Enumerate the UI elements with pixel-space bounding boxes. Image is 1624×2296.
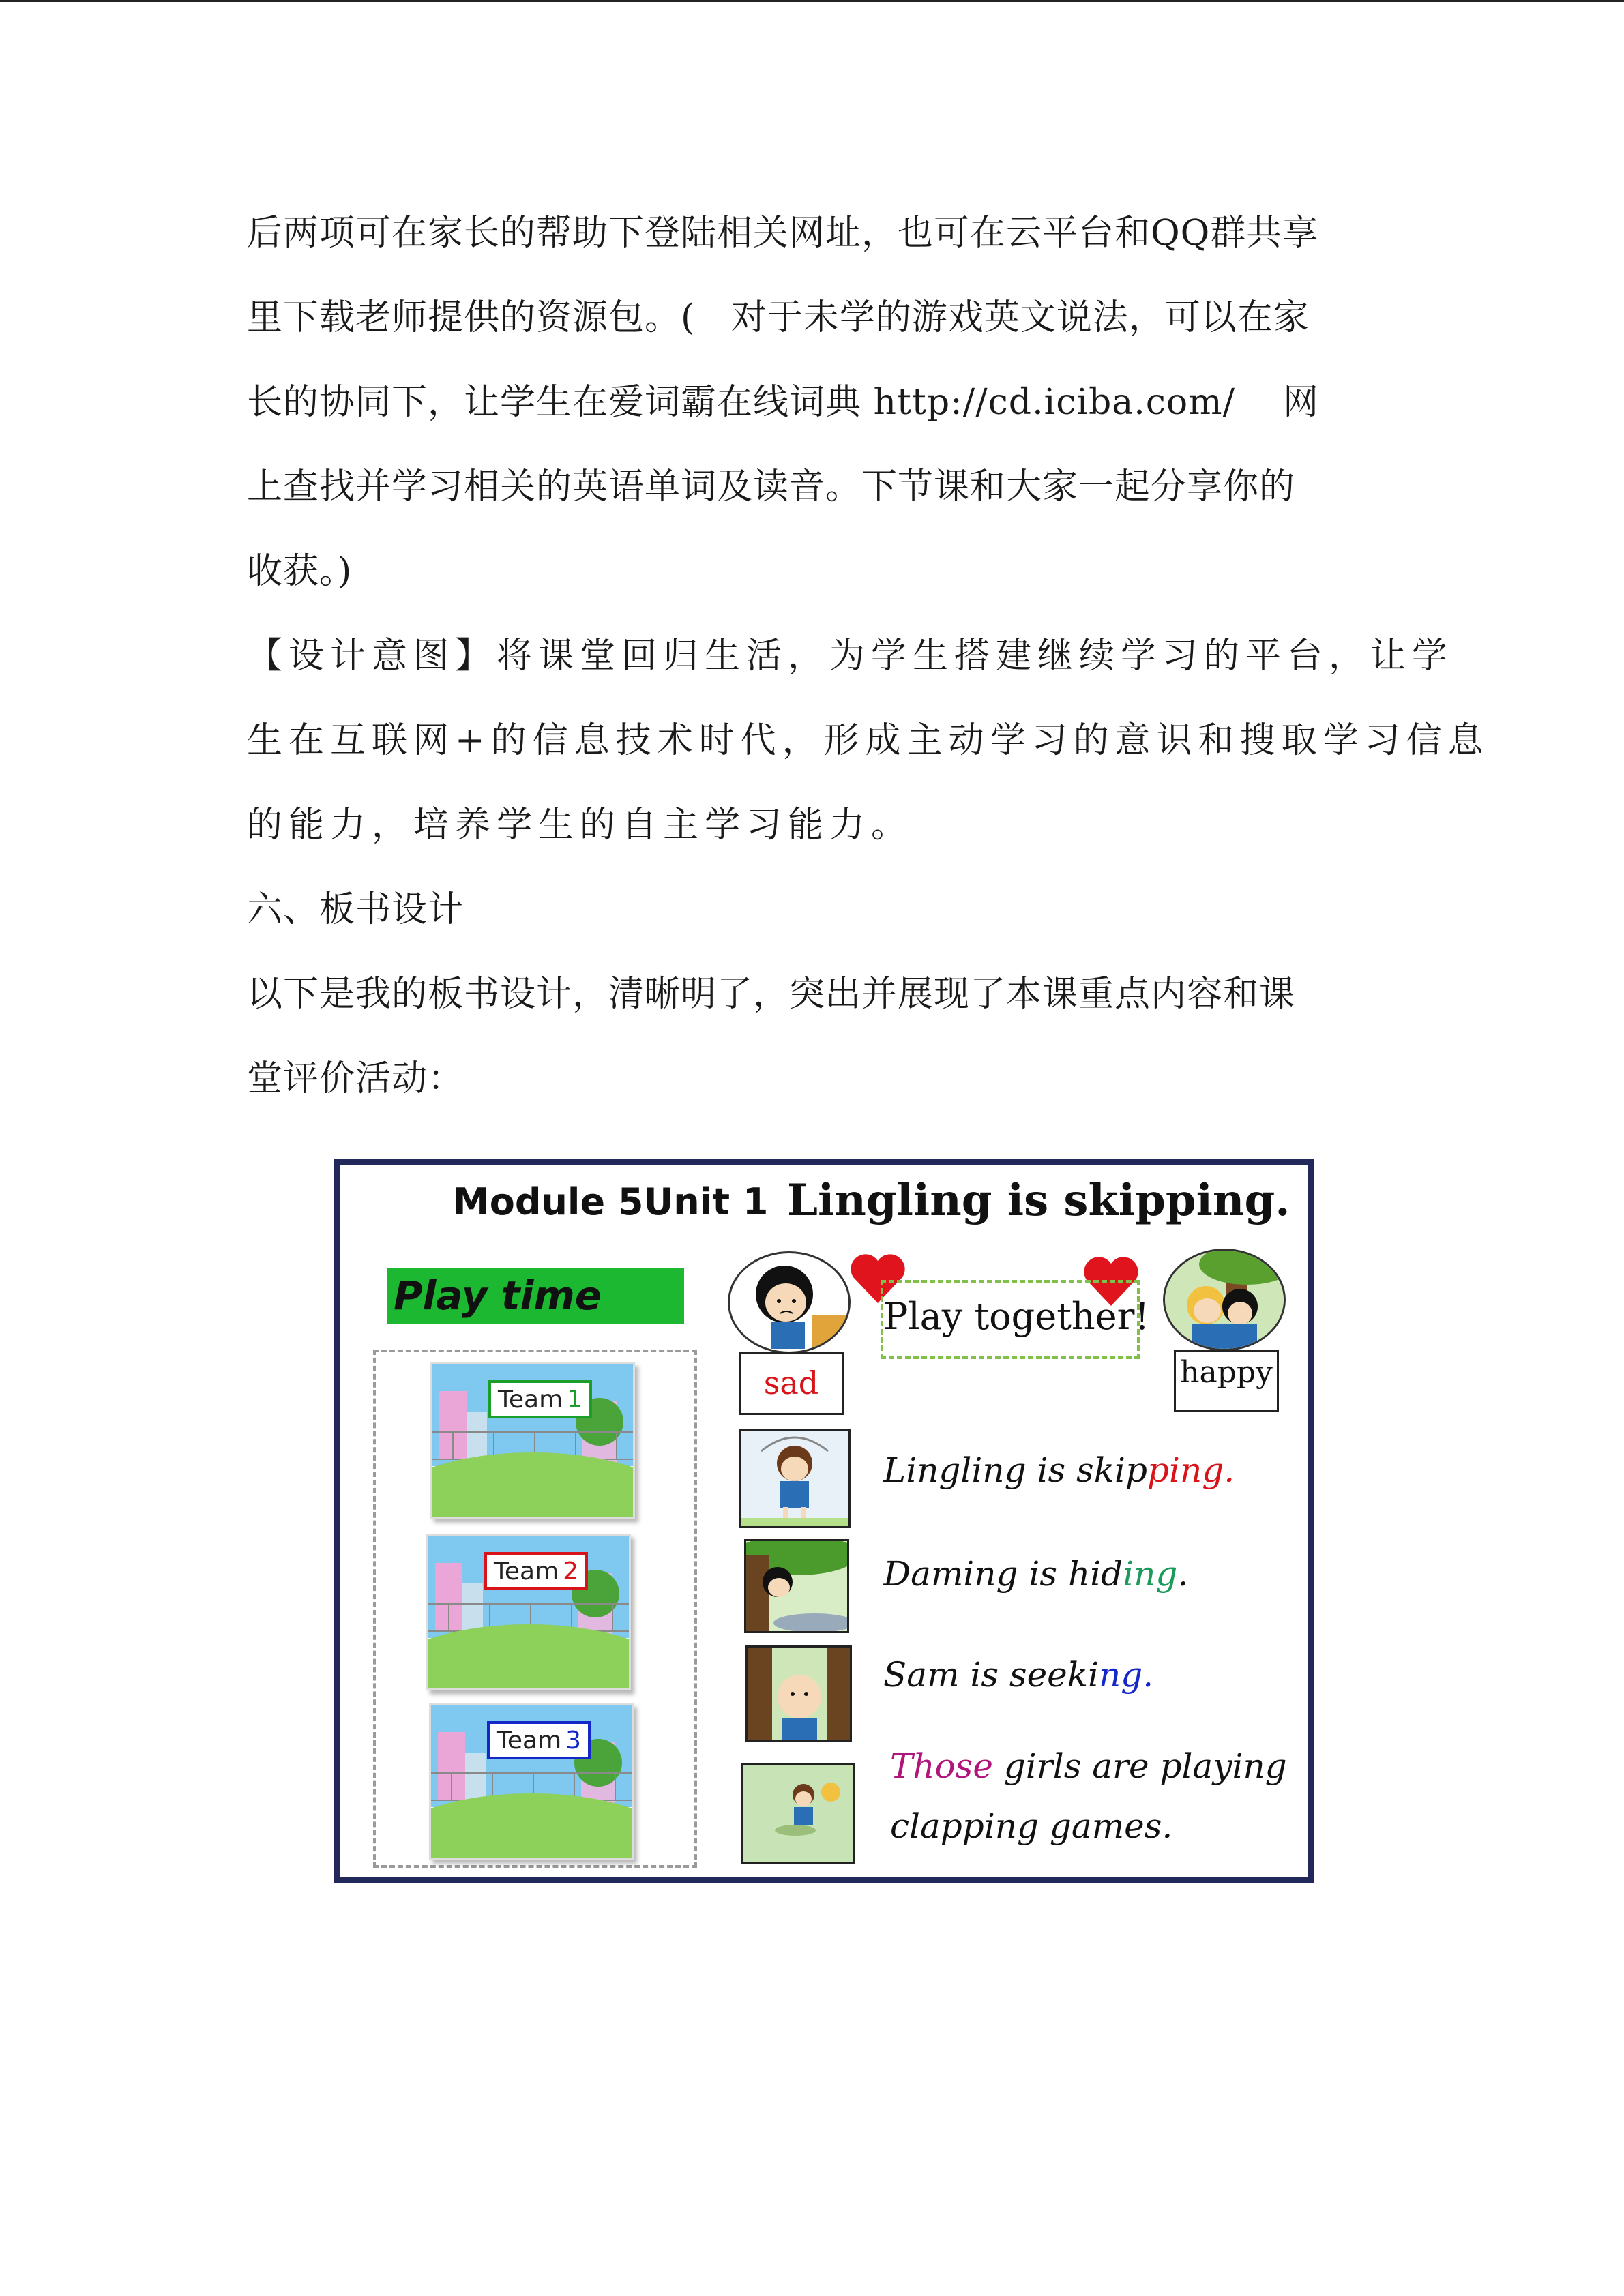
paragraph-line: 里下载老师提供的资源包。( 对于未学的游戏英文说法，可以在家 — [247, 297, 1310, 338]
document-body — [247, 191, 1490, 1121]
paragraph-line: 上查找并学习相关的英语单词及读音。下节课和大家一起分享你的 — [247, 466, 1296, 507]
play-time-banner: Play time — [387, 1268, 684, 1324]
sentence-skipping: Lingling is skipping. — [883, 1450, 1235, 1490]
team-card-3 — [429, 1703, 634, 1860]
module-title: Module 5Unit 1 — [453, 1180, 769, 1223]
play-together-box: Play together! — [881, 1280, 1140, 1359]
happy-girls-image — [1163, 1249, 1286, 1351]
sentence-seeking: Sam is seeking. — [883, 1655, 1154, 1695]
clapping-girls-image — [741, 1763, 855, 1864]
sentence-hiding: Daming is hiding. — [883, 1554, 1189, 1594]
happy-label: happy — [1174, 1350, 1279, 1412]
blackboard-design-figure — [334, 1159, 1314, 1883]
design-intent-line: 的能力，培养学生的自主学习能力。 — [247, 805, 913, 846]
team-card-1 — [430, 1362, 635, 1519]
sentence-clapping-line2: clapping games. — [890, 1806, 1173, 1846]
team-1-label: Team 1 — [488, 1380, 592, 1418]
team-card-2 — [426, 1534, 631, 1690]
sad-girl-image — [728, 1251, 851, 1354]
hiding-boy-image — [744, 1539, 849, 1633]
skipping-girl-image — [739, 1429, 851, 1528]
paragraph-line: 收获。) — [247, 551, 353, 592]
section-heading: 六、板书设计 — [247, 889, 464, 930]
top-border-line — [0, 0, 1624, 2]
lesson-title: Lingling is skipping. — [787, 1175, 1290, 1226]
design-intent-line: 生在互联网+的信息技术时代，形成主动学习的意识和搜取学习信息 — [247, 720, 1490, 761]
paragraph-line: 长的协同下，让学生在爱词霸在线词典 http://cd.iciba.com/ 网 — [247, 382, 1320, 423]
paragraph-line: 以下是我的板书设计，清晰明了，突出并展现了本课重点内容和课 — [247, 974, 1296, 1015]
team-2-label: Team 2 — [484, 1552, 588, 1590]
design-intent-line: 【设计意图】将课堂回归生活，为学生搭建继续学习的平台，让学 — [247, 636, 1454, 676]
sad-label: sad — [739, 1352, 844, 1415]
sentence-clapping-line1: Those girls are playing — [890, 1746, 1287, 1786]
team-3-label: Team 3 — [487, 1721, 591, 1759]
paragraph-line: 堂评价活动： — [247, 1058, 464, 1099]
seeking-boy-image — [745, 1645, 852, 1742]
paragraph-line: 后两项可在家长的帮助下登陆相关网址，也可在云平台和QQ群共享 — [247, 213, 1319, 254]
